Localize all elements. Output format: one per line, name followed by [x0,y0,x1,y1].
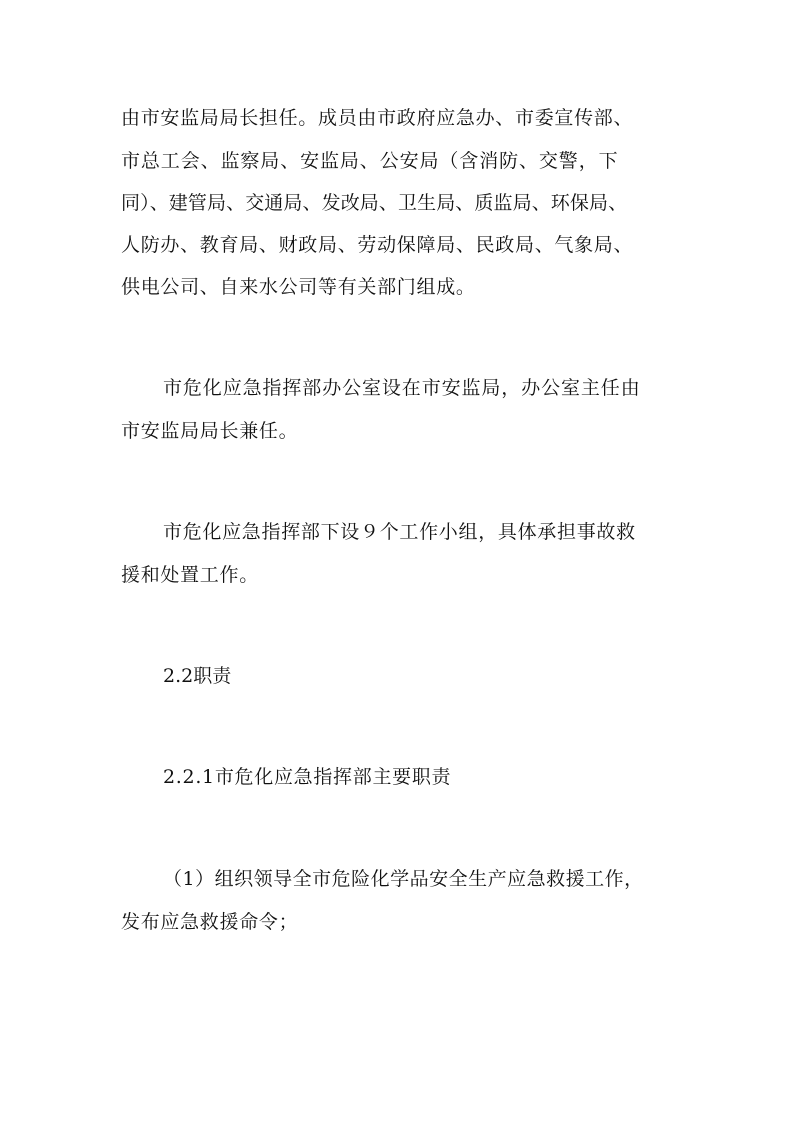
text-line: 同）、建管局、交通局、发改局、卫生局、质监局、环保局、 [121,192,628,214]
text-line: 市总工会、监察局、安监局、公安局（含消防、交警，下 [121,150,619,172]
text-line: 市安监局局长兼任。 [121,420,299,442]
text-line: 援和处置工作。 [121,564,259,586]
text-line: 由市安监局局长担任。成员由市政府应急办、市委宣传部、 [121,107,634,129]
text-line: 市危化应急指挥部办公室设在市安监局，办公室主任由 [163,377,641,399]
text-line: 发布应急救援命令； [121,911,299,933]
text-line: 市危化应急指挥部下设９个工作小组，具体承担事故救 [163,521,636,543]
text-line: 供电公司、自来水公司等有关部门组成。 [121,276,476,298]
text-line: 人防办、教育局、财政局、劳动保障局、民政局、气象局、 [121,234,634,256]
text-line: （1）组织领导全市危险化学品安全生产应急救援工作， [163,868,644,890]
subsection-heading: 2.2.1市危化应急指挥部主要职责 [163,766,452,788]
section-heading: 2.2职责 [163,665,232,687]
